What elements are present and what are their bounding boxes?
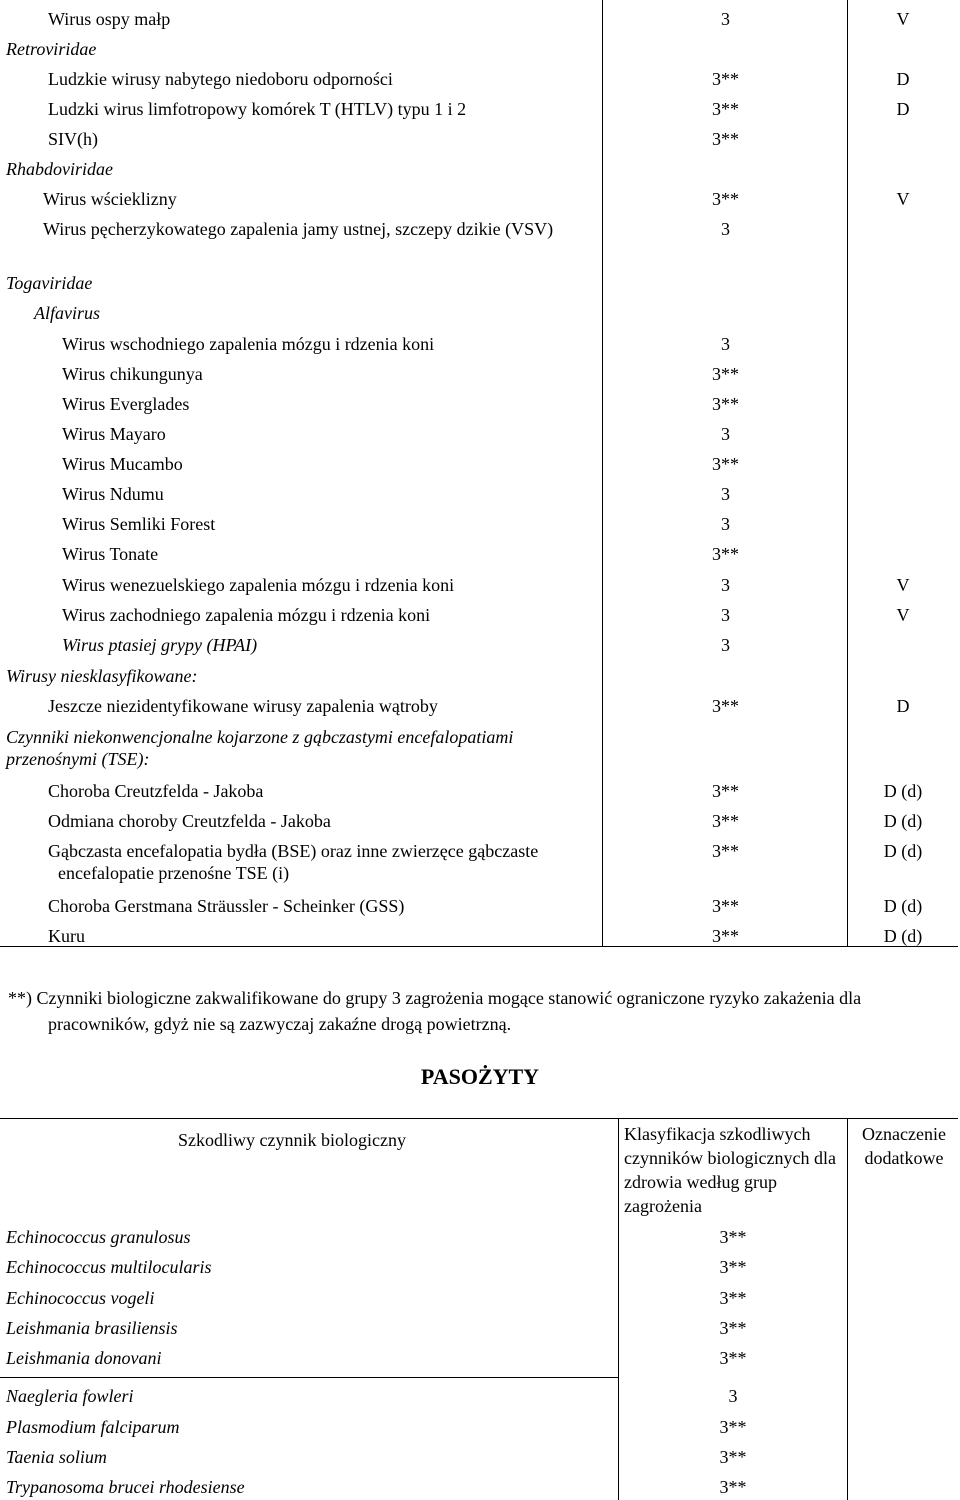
agent-name: Kuru xyxy=(48,926,85,946)
agent-name: Wirus Mucambo xyxy=(62,454,183,474)
additional-mark: V xyxy=(896,575,910,595)
agent-name: Wirus ptasiej grypy (HPAI) xyxy=(62,635,258,655)
additional-mark: D (d) xyxy=(883,781,923,801)
risk-group: 3** xyxy=(712,896,739,916)
agent-name: Jeszcze niezidentyfikowane wirusy zapalenia wątroby xyxy=(48,696,438,716)
agent-name: Echinococcus vogeli xyxy=(6,1288,155,1308)
additional-mark: D (d) xyxy=(883,841,923,861)
agent-name: SIV(h) xyxy=(48,129,98,149)
agent-name: Ludzki wirus limfotropowy komórek T (HTLV) typu 1 i 2 xyxy=(48,99,467,119)
agent-name: Leishmania donovani xyxy=(6,1348,162,1368)
agent-name: Plasmodium falciparum xyxy=(6,1417,180,1437)
agent-name: Wirus chikungunya xyxy=(62,364,203,384)
risk-group: 3** xyxy=(712,841,739,861)
risk-group: 3** xyxy=(719,1318,747,1338)
risk-group: 3 xyxy=(721,484,730,504)
header-additional: Oznaczenie dodatkowe xyxy=(862,1124,946,1168)
additional-mark: D (d) xyxy=(883,926,923,946)
family-name: Retroviridae xyxy=(6,39,97,59)
agent-name: Ludzkie wirusy nabytego niedoboru odporności xyxy=(48,69,393,89)
additional-mark: V xyxy=(896,605,910,625)
agent-name: Echinococcus multilocularis xyxy=(6,1257,212,1277)
agent-name: Choroba Creutzfelda - Jakoba xyxy=(48,781,264,801)
risk-group: 3 xyxy=(728,1386,738,1406)
risk-group: 3** xyxy=(712,99,739,119)
risk-group: 3** xyxy=(719,1348,747,1368)
additional-mark: D xyxy=(896,99,910,119)
parasites-table-top-border xyxy=(0,1118,958,1119)
agent-name: Wirus Mayaro xyxy=(62,424,166,444)
risk-group: 3** xyxy=(712,811,739,831)
agent-name: Taenia solium xyxy=(6,1447,107,1467)
risk-group: 3** xyxy=(712,69,739,89)
agent-name: Wirus ospy małp xyxy=(48,9,171,29)
agent-name: Gąbczasta encefalopatia bydła (BSE) oraz inne zwierzęce gąbczaste encefalopatie przenośne TSE (i) xyxy=(48,841,539,883)
agent-name: Wirus pęcherzykowatego zapalenia jamy ustnej, szczepy dzikie (VSV) xyxy=(43,219,554,239)
risk-group: 3** xyxy=(712,189,739,209)
risk-group: 3 xyxy=(721,514,730,534)
agent-name: Naegleria fowleri xyxy=(6,1386,134,1406)
risk-group: 3** xyxy=(712,544,739,564)
agent-name: Wirus Tonate xyxy=(62,544,159,564)
agent-name: Trypanosoma brucei rhodesiense xyxy=(6,1477,245,1497)
risk-group: 3** xyxy=(712,781,739,801)
parasites-table-divider-1 xyxy=(618,1118,619,1500)
agent-name: Wirus wścieklizny xyxy=(43,189,177,209)
risk-group: 3 xyxy=(721,575,730,595)
agent-name: Wirus Everglades xyxy=(62,394,190,414)
header-classification: Klasyfikacja szkodliwych czynników biologicznych dla zdrowia według grup zagrożenia xyxy=(624,1124,836,1216)
additional-mark: D xyxy=(896,69,910,89)
risk-group: 3 xyxy=(721,605,730,625)
risk-group: 3** xyxy=(719,1477,747,1497)
risk-group: 3 xyxy=(721,9,730,29)
risk-group: 3** xyxy=(712,454,739,474)
genus-name: Alfavirus xyxy=(34,303,100,323)
footnote-text: **) Czynniki biologiczne zakwalifikowane do grupy 3 zagrożenia mogące stanowić ograniczone ryzyko zakażenia dla pracowników, gdyż nie są zazwyczaj zakaźne drogą powietrzną. xyxy=(8,988,862,1034)
risk-group: 3** xyxy=(719,1447,747,1467)
risk-group: 3** xyxy=(712,364,739,384)
footnote xyxy=(8,985,953,1037)
header-agent: Szkodliwy czynnik biologiczny xyxy=(178,1130,406,1150)
risk-group: 3** xyxy=(719,1227,747,1247)
agent-name: Wirus wenezuelskiego zapalenia mózgu i rdzenia koni xyxy=(62,575,455,595)
agent-name: Wirus Semliki Forest xyxy=(62,514,216,534)
section-title: PASOŻYTY xyxy=(420,1064,540,1089)
family-name: Togaviridae xyxy=(6,273,93,293)
risk-group: 3** xyxy=(719,1288,747,1308)
parasites-group-separator xyxy=(0,1377,618,1378)
parasites-table-divider-2 xyxy=(847,1118,848,1500)
risk-group: 3** xyxy=(712,394,739,414)
agent-name: Odmiana choroby Creutzfelda - Jakoba xyxy=(48,811,331,831)
family-name: Rhabdoviridae xyxy=(6,159,113,179)
additional-mark: V xyxy=(896,189,910,209)
agent-name: Wirus wschodniego zapalenia mózgu i rdzenia koni xyxy=(62,334,435,354)
risk-group: 3 xyxy=(721,219,730,239)
family-name: Wirusy niesklasyfikowane: xyxy=(6,666,198,686)
risk-group: 3** xyxy=(719,1417,747,1437)
agent-name: Leishmania brasiliensis xyxy=(6,1318,178,1338)
risk-group: 3 xyxy=(721,635,730,655)
agent-name: Echinococcus granulosus xyxy=(6,1227,191,1247)
risk-group: 3 xyxy=(721,424,730,444)
risk-group: 3** xyxy=(719,1257,747,1277)
additional-mark: V xyxy=(896,9,910,29)
risk-group: 3** xyxy=(712,926,739,946)
risk-group: 3** xyxy=(712,696,739,716)
agent-name: Wirus Ndumu xyxy=(62,484,164,504)
additional-mark: D xyxy=(896,696,910,716)
risk-group: 3** xyxy=(712,129,739,149)
risk-group: 3 xyxy=(721,334,730,354)
agent-name: Wirus zachodniego zapalenia mózgu i rdzenia koni xyxy=(62,605,431,625)
additional-mark: D (d) xyxy=(883,811,923,831)
agent-name: Choroba Gerstmana Sträussler - Scheinker (GSS) xyxy=(48,896,405,916)
additional-mark: D (d) xyxy=(883,896,923,916)
family-name: Czynniki niekonwencjonalne kojarzone z gąbczastymi encefalopatiami przenośnymi (TSE): xyxy=(6,727,514,769)
